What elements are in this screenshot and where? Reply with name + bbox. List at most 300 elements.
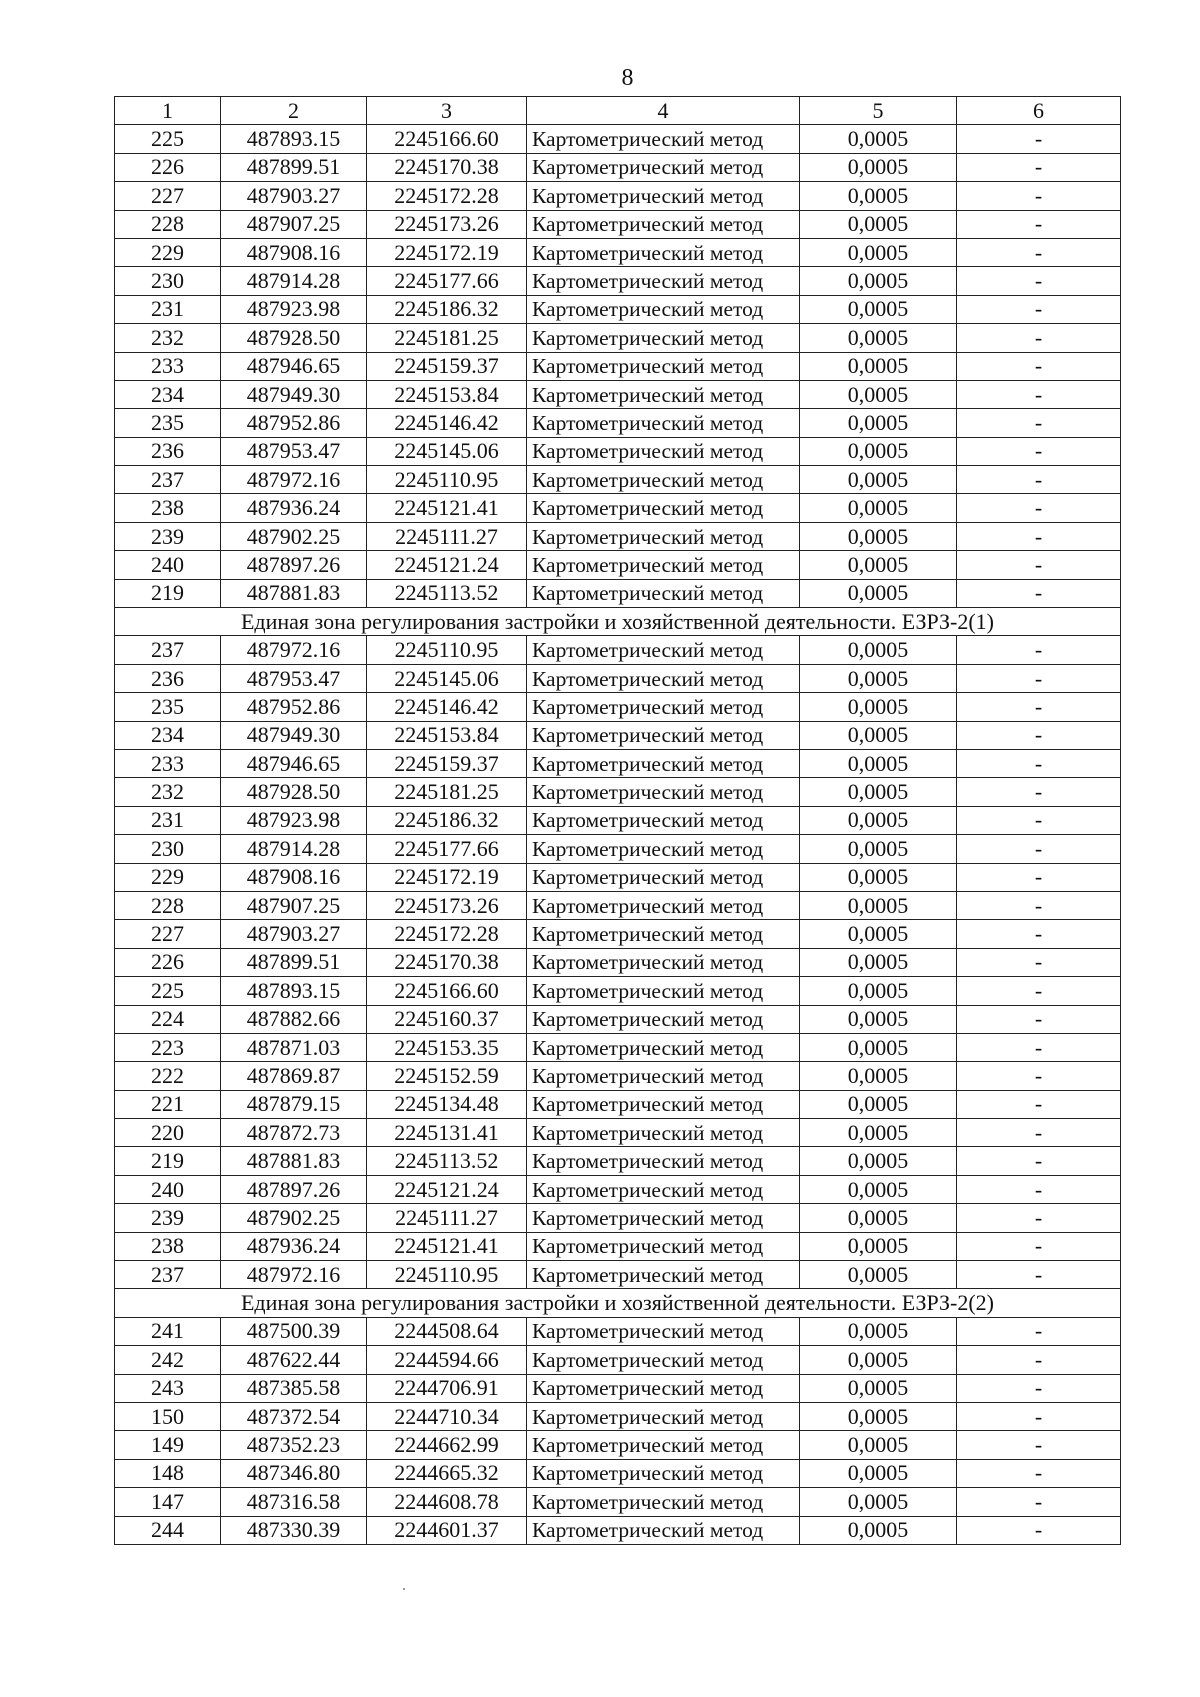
x-coordinate-cell: 487949.30 — [221, 721, 367, 749]
method-cell: Картометрический метод — [527, 721, 800, 749]
table-row — [115, 522, 1121, 550]
y-coordinate-cell: 2245152.59 — [367, 1062, 527, 1090]
x-coordinate-cell: 487352.23 — [221, 1431, 367, 1459]
precision-cell: 0,0005 — [800, 749, 957, 777]
precision-cell: 0,0005 — [800, 182, 957, 210]
precision-cell: 0,0005 — [800, 1402, 957, 1430]
method-cell: Картометрический метод — [527, 1232, 800, 1260]
point-number-cell: 237 — [115, 636, 221, 664]
method-cell: Картометрический метод — [527, 1147, 800, 1175]
y-coordinate-cell: 2244662.99 — [367, 1431, 527, 1459]
method-cell: Картометрический метод — [527, 1033, 800, 1061]
precision-cell: 0,0005 — [800, 1374, 957, 1402]
table-header-row — [115, 97, 1121, 125]
method-cell: Картометрический метод — [527, 664, 800, 692]
precision-cell: 0,0005 — [800, 1005, 957, 1033]
point-number-cell: 233 — [115, 749, 221, 777]
description-cell: - — [957, 267, 1121, 295]
precision-cell: 0,0005 — [800, 1090, 957, 1118]
precision-cell: 0,0005 — [800, 1119, 957, 1147]
description-cell: - — [957, 238, 1121, 266]
description-cell: - — [957, 210, 1121, 238]
description-cell: - — [957, 579, 1121, 607]
y-coordinate-cell: 2244665.32 — [367, 1459, 527, 1487]
method-cell: Картометрический метод — [527, 636, 800, 664]
description-cell: - — [957, 1402, 1121, 1430]
table-row — [115, 1402, 1121, 1430]
precision-cell: 0,0005 — [800, 1459, 957, 1487]
y-coordinate-cell: 2245131.41 — [367, 1119, 527, 1147]
point-number-cell: 150 — [115, 1402, 221, 1430]
point-number-cell: 229 — [115, 863, 221, 891]
x-coordinate-cell: 487897.26 — [221, 1175, 367, 1203]
x-coordinate-cell: 487330.39 — [221, 1516, 367, 1544]
table-row — [115, 806, 1121, 834]
precision-cell: 0,0005 — [800, 1232, 957, 1260]
point-number-cell: 234 — [115, 721, 221, 749]
precision-cell: 0,0005 — [800, 891, 957, 919]
table-row — [115, 153, 1121, 181]
method-cell: Картометрический метод — [527, 522, 800, 550]
point-number-cell: 243 — [115, 1374, 221, 1402]
header-cell: 2 — [221, 97, 367, 125]
precision-cell: 0,0005 — [800, 863, 957, 891]
description-cell: - — [957, 977, 1121, 1005]
y-coordinate-cell: 2244706.91 — [367, 1374, 527, 1402]
method-cell: Картометрический метод — [527, 778, 800, 806]
header-cell: 5 — [800, 97, 957, 125]
point-number-cell: 230 — [115, 835, 221, 863]
table-row — [115, 494, 1121, 522]
description-cell: - — [957, 1261, 1121, 1289]
table-row — [115, 1204, 1121, 1232]
method-cell: Картометрический метод — [527, 153, 800, 181]
method-cell: Картометрический метод — [527, 182, 800, 210]
table-row — [115, 1175, 1121, 1203]
table-row — [115, 1516, 1121, 1544]
header-cell: 4 — [527, 97, 800, 125]
table-row — [115, 1346, 1121, 1374]
x-coordinate-cell: 487908.16 — [221, 863, 367, 891]
x-coordinate-cell: 487903.27 — [221, 182, 367, 210]
x-coordinate-cell: 487372.54 — [221, 1402, 367, 1430]
x-coordinate-cell: 487879.15 — [221, 1090, 367, 1118]
x-coordinate-cell: 487952.86 — [221, 693, 367, 721]
x-coordinate-cell: 487882.66 — [221, 1005, 367, 1033]
point-number-cell: 237 — [115, 466, 221, 494]
x-coordinate-cell: 487872.73 — [221, 1119, 367, 1147]
method-cell: Картометрический метод — [527, 1090, 800, 1118]
table-row — [115, 977, 1121, 1005]
method-cell: Картометрический метод — [527, 267, 800, 295]
method-cell: Картометрический метод — [527, 1488, 800, 1516]
description-cell: - — [957, 1346, 1121, 1374]
point-number-cell: 244 — [115, 1516, 221, 1544]
description-cell: - — [957, 295, 1121, 323]
table-row — [115, 948, 1121, 976]
point-number-cell: 234 — [115, 380, 221, 408]
y-coordinate-cell: 2245146.42 — [367, 409, 527, 437]
method-cell: Картометрический метод — [527, 835, 800, 863]
x-coordinate-cell: 487903.27 — [221, 920, 367, 948]
x-coordinate-cell: 487972.16 — [221, 466, 367, 494]
point-number-cell: 236 — [115, 664, 221, 692]
table-row — [115, 1232, 1121, 1260]
y-coordinate-cell: 2245121.41 — [367, 494, 527, 522]
precision-cell: 0,0005 — [800, 1204, 957, 1232]
description-cell: - — [957, 1232, 1121, 1260]
description-cell: - — [957, 437, 1121, 465]
y-coordinate-cell: 2245172.28 — [367, 920, 527, 948]
table-row — [115, 891, 1121, 919]
description-cell: - — [957, 1317, 1121, 1345]
point-number-cell: 231 — [115, 295, 221, 323]
table-row — [115, 693, 1121, 721]
table-row — [115, 1431, 1121, 1459]
precision-cell: 0,0005 — [800, 466, 957, 494]
x-coordinate-cell: 487972.16 — [221, 636, 367, 664]
point-number-cell: 235 — [115, 693, 221, 721]
y-coordinate-cell: 2245172.19 — [367, 238, 527, 266]
description-cell: - — [957, 494, 1121, 522]
table-row — [115, 352, 1121, 380]
point-number-cell: 228 — [115, 210, 221, 238]
table-row — [115, 749, 1121, 777]
x-coordinate-cell: 487952.86 — [221, 409, 367, 437]
description-cell: - — [957, 1175, 1121, 1203]
x-coordinate-cell: 487953.47 — [221, 437, 367, 465]
x-coordinate-cell: 487346.80 — [221, 1459, 367, 1487]
description-cell: - — [957, 1147, 1121, 1175]
x-coordinate-cell: 487893.15 — [221, 977, 367, 1005]
x-coordinate-cell: 487899.51 — [221, 948, 367, 976]
method-cell: Картометрический метод — [527, 1005, 800, 1033]
x-coordinate-cell: 487907.25 — [221, 210, 367, 238]
point-number-cell: 231 — [115, 806, 221, 834]
x-coordinate-cell: 487949.30 — [221, 380, 367, 408]
y-coordinate-cell: 2244710.34 — [367, 1402, 527, 1430]
x-coordinate-cell: 487869.87 — [221, 1062, 367, 1090]
table-row — [115, 267, 1121, 295]
x-coordinate-cell: 487622.44 — [221, 1346, 367, 1374]
precision-cell: 0,0005 — [800, 494, 957, 522]
y-coordinate-cell: 2245153.35 — [367, 1033, 527, 1061]
header-cell: 6 — [957, 97, 1121, 125]
point-number-cell: 219 — [115, 1147, 221, 1175]
x-coordinate-cell: 487881.83 — [221, 1147, 367, 1175]
point-number-cell: 239 — [115, 522, 221, 550]
x-coordinate-cell: 487902.25 — [221, 522, 367, 550]
y-coordinate-cell: 2245170.38 — [367, 153, 527, 181]
point-number-cell: 242 — [115, 1346, 221, 1374]
point-number-cell: 229 — [115, 238, 221, 266]
description-cell: - — [957, 125, 1121, 153]
precision-cell: 0,0005 — [800, 409, 957, 437]
section-heading-row — [115, 608, 1121, 636]
table-row — [115, 324, 1121, 352]
description-cell: - — [957, 1459, 1121, 1487]
table-row — [115, 1147, 1121, 1175]
point-number-cell: 239 — [115, 1204, 221, 1232]
description-cell: - — [957, 1431, 1121, 1459]
point-number-cell: 232 — [115, 778, 221, 806]
point-number-cell: 148 — [115, 1459, 221, 1487]
y-coordinate-cell: 2245173.26 — [367, 210, 527, 238]
y-coordinate-cell: 2245181.25 — [367, 324, 527, 352]
x-coordinate-cell: 487914.28 — [221, 267, 367, 295]
precision-cell: 0,0005 — [800, 267, 957, 295]
precision-cell: 0,0005 — [800, 835, 957, 863]
precision-cell: 0,0005 — [800, 1261, 957, 1289]
point-number-cell: 225 — [115, 977, 221, 1005]
method-cell: Картометрический метод — [527, 1119, 800, 1147]
table-row — [115, 1317, 1121, 1345]
precision-cell: 0,0005 — [800, 1147, 957, 1175]
x-coordinate-cell: 487907.25 — [221, 891, 367, 919]
x-coordinate-cell: 487953.47 — [221, 664, 367, 692]
method-cell: Картометрический метод — [527, 863, 800, 891]
x-coordinate-cell: 487385.58 — [221, 1374, 367, 1402]
precision-cell: 0,0005 — [800, 1033, 957, 1061]
method-cell: Картометрический метод — [527, 579, 800, 607]
point-number-cell: 232 — [115, 324, 221, 352]
description-cell: - — [957, 920, 1121, 948]
section-heading: Единая зона регулирования застройки и хозяйственной деятельности. ЕЗРЗ-2(1) — [115, 608, 1121, 636]
method-cell: Картометрический метод — [527, 125, 800, 153]
table-body — [115, 125, 1121, 1545]
description-cell: - — [957, 1062, 1121, 1090]
x-coordinate-cell: 487923.98 — [221, 295, 367, 323]
table-row — [115, 1459, 1121, 1487]
point-number-cell: 233 — [115, 352, 221, 380]
method-cell: Картометрический метод — [527, 380, 800, 408]
method-cell: Картометрический метод — [527, 977, 800, 1005]
y-coordinate-cell: 2244601.37 — [367, 1516, 527, 1544]
description-cell: - — [957, 778, 1121, 806]
point-number-cell: 224 — [115, 1005, 221, 1033]
description-cell: - — [957, 409, 1121, 437]
x-coordinate-cell: 487897.26 — [221, 551, 367, 579]
precision-cell: 0,0005 — [800, 522, 957, 550]
description-cell: - — [957, 721, 1121, 749]
x-coordinate-cell: 487500.39 — [221, 1317, 367, 1345]
x-coordinate-cell: 487936.24 — [221, 494, 367, 522]
y-coordinate-cell: 2245145.06 — [367, 437, 527, 465]
precision-cell: 0,0005 — [800, 806, 957, 834]
table-row — [115, 778, 1121, 806]
table-row — [115, 1488, 1121, 1516]
x-coordinate-cell: 487899.51 — [221, 153, 367, 181]
table-row — [115, 579, 1121, 607]
precision-cell: 0,0005 — [800, 1488, 957, 1516]
point-number-cell: 238 — [115, 494, 221, 522]
table-row — [115, 295, 1121, 323]
method-cell: Картометрический метод — [527, 324, 800, 352]
method-cell: Картометрический метод — [527, 806, 800, 834]
y-coordinate-cell: 2245186.32 — [367, 806, 527, 834]
point-number-cell: 227 — [115, 920, 221, 948]
precision-cell: 0,0005 — [800, 210, 957, 238]
coordinates-table — [114, 96, 1121, 1545]
y-coordinate-cell: 2245153.84 — [367, 380, 527, 408]
description-cell: - — [957, 1090, 1121, 1118]
method-cell: Картометрический метод — [527, 352, 800, 380]
description-cell: - — [957, 1119, 1121, 1147]
precision-cell: 0,0005 — [800, 324, 957, 352]
y-coordinate-cell: 2245172.28 — [367, 182, 527, 210]
precision-cell: 0,0005 — [800, 664, 957, 692]
method-cell: Картометрический метод — [527, 1374, 800, 1402]
x-coordinate-cell: 487893.15 — [221, 125, 367, 153]
method-cell: Картометрический метод — [527, 749, 800, 777]
point-number-cell: 227 — [115, 182, 221, 210]
y-coordinate-cell: 2245153.84 — [367, 721, 527, 749]
description-cell: - — [957, 551, 1121, 579]
table-row — [115, 863, 1121, 891]
x-coordinate-cell: 487316.58 — [221, 1488, 367, 1516]
description-cell: - — [957, 636, 1121, 664]
description-cell: - — [957, 380, 1121, 408]
method-cell: Картометрический метод — [527, 238, 800, 266]
precision-cell: 0,0005 — [800, 579, 957, 607]
y-coordinate-cell: 2245121.24 — [367, 1175, 527, 1203]
table-row — [115, 1005, 1121, 1033]
y-coordinate-cell: 2245110.95 — [367, 1261, 527, 1289]
method-cell: Картометрический метод — [527, 466, 800, 494]
y-coordinate-cell: 2245146.42 — [367, 693, 527, 721]
method-cell: Картометрический метод — [527, 1459, 800, 1487]
section-heading: Единая зона регулирования застройки и хозяйственной деятельности. ЕЗРЗ-2(2) — [115, 1289, 1121, 1317]
point-number-cell: 223 — [115, 1033, 221, 1061]
section-heading-row — [115, 1289, 1121, 1317]
method-cell: Картометрический метод — [527, 891, 800, 919]
y-coordinate-cell: 2245111.27 — [367, 1204, 527, 1232]
table-row — [115, 1374, 1121, 1402]
x-coordinate-cell: 487914.28 — [221, 835, 367, 863]
method-cell: Картометрический метод — [527, 1346, 800, 1374]
precision-cell: 0,0005 — [800, 380, 957, 408]
description-cell: - — [957, 466, 1121, 494]
description-cell: - — [957, 806, 1121, 834]
table-row — [115, 409, 1121, 437]
precision-cell: 0,0005 — [800, 721, 957, 749]
y-coordinate-cell: 2245160.37 — [367, 1005, 527, 1033]
table-row — [115, 920, 1121, 948]
table-row — [115, 1033, 1121, 1061]
method-cell: Картометрический метод — [527, 494, 800, 522]
precision-cell: 0,0005 — [800, 920, 957, 948]
point-number-cell: 220 — [115, 1119, 221, 1147]
y-coordinate-cell: 2245166.60 — [367, 125, 527, 153]
point-number-cell: 226 — [115, 948, 221, 976]
description-cell: - — [957, 324, 1121, 352]
y-coordinate-cell: 2245111.27 — [367, 522, 527, 550]
description-cell: - — [957, 1374, 1121, 1402]
description-cell: - — [957, 749, 1121, 777]
point-number-cell: 230 — [115, 267, 221, 295]
x-coordinate-cell: 487928.50 — [221, 778, 367, 806]
x-coordinate-cell: 487923.98 — [221, 806, 367, 834]
y-coordinate-cell: 2245121.41 — [367, 1232, 527, 1260]
precision-cell: 0,0005 — [800, 238, 957, 266]
x-coordinate-cell: 487871.03 — [221, 1033, 367, 1061]
description-cell: - — [957, 948, 1121, 976]
scan-speck — [403, 1588, 405, 1590]
point-number-cell: 147 — [115, 1488, 221, 1516]
header-cell: 1 — [115, 97, 221, 125]
point-number-cell: 149 — [115, 1431, 221, 1459]
precision-cell: 0,0005 — [800, 977, 957, 1005]
table-row — [115, 182, 1121, 210]
method-cell: Картометрический метод — [527, 693, 800, 721]
table-row — [115, 1261, 1121, 1289]
y-coordinate-cell: 2245177.66 — [367, 267, 527, 295]
y-coordinate-cell: 2245159.37 — [367, 749, 527, 777]
precision-cell: 0,0005 — [800, 352, 957, 380]
point-number-cell: 225 — [115, 125, 221, 153]
point-number-cell: 237 — [115, 1261, 221, 1289]
method-cell: Картометрический метод — [527, 409, 800, 437]
description-cell: - — [957, 693, 1121, 721]
precision-cell: 0,0005 — [800, 551, 957, 579]
precision-cell: 0,0005 — [800, 1317, 957, 1345]
table-row — [115, 437, 1121, 465]
precision-cell: 0,0005 — [800, 693, 957, 721]
y-coordinate-cell: 2245121.24 — [367, 551, 527, 579]
y-coordinate-cell: 2245159.37 — [367, 352, 527, 380]
description-cell: - — [957, 835, 1121, 863]
point-number-cell: 228 — [115, 891, 221, 919]
table-row — [115, 636, 1121, 664]
y-coordinate-cell: 2244508.64 — [367, 1317, 527, 1345]
y-coordinate-cell: 2245134.48 — [367, 1090, 527, 1118]
x-coordinate-cell: 487946.65 — [221, 749, 367, 777]
point-number-cell: 219 — [115, 579, 221, 607]
method-cell: Картометрический метод — [527, 1175, 800, 1203]
point-number-cell: 240 — [115, 551, 221, 579]
table-row — [115, 664, 1121, 692]
x-coordinate-cell: 487928.50 — [221, 324, 367, 352]
x-coordinate-cell: 487902.25 — [221, 1204, 367, 1232]
point-number-cell: 221 — [115, 1090, 221, 1118]
y-coordinate-cell: 2245181.25 — [367, 778, 527, 806]
precision-cell: 0,0005 — [800, 1431, 957, 1459]
table-row — [115, 380, 1121, 408]
table-row — [115, 835, 1121, 863]
point-number-cell: 222 — [115, 1062, 221, 1090]
description-cell: - — [957, 522, 1121, 550]
method-cell: Картометрический метод — [527, 1317, 800, 1345]
precision-cell: 0,0005 — [800, 1346, 957, 1374]
y-coordinate-cell: 2244594.66 — [367, 1346, 527, 1374]
table-row — [115, 551, 1121, 579]
x-coordinate-cell: 487881.83 — [221, 579, 367, 607]
y-coordinate-cell: 2245173.26 — [367, 891, 527, 919]
precision-cell: 0,0005 — [800, 153, 957, 181]
x-coordinate-cell: 487908.16 — [221, 238, 367, 266]
description-cell: - — [957, 1005, 1121, 1033]
method-cell: Картометрический метод — [527, 210, 800, 238]
point-number-cell: 226 — [115, 153, 221, 181]
y-coordinate-cell: 2245166.60 — [367, 977, 527, 1005]
page-number: 8 — [621, 65, 634, 91]
y-coordinate-cell: 2245172.19 — [367, 863, 527, 891]
table-row — [115, 1090, 1121, 1118]
method-cell: Картометрический метод — [527, 1062, 800, 1090]
table-row — [115, 210, 1121, 238]
table-row — [115, 466, 1121, 494]
description-cell: - — [957, 664, 1121, 692]
